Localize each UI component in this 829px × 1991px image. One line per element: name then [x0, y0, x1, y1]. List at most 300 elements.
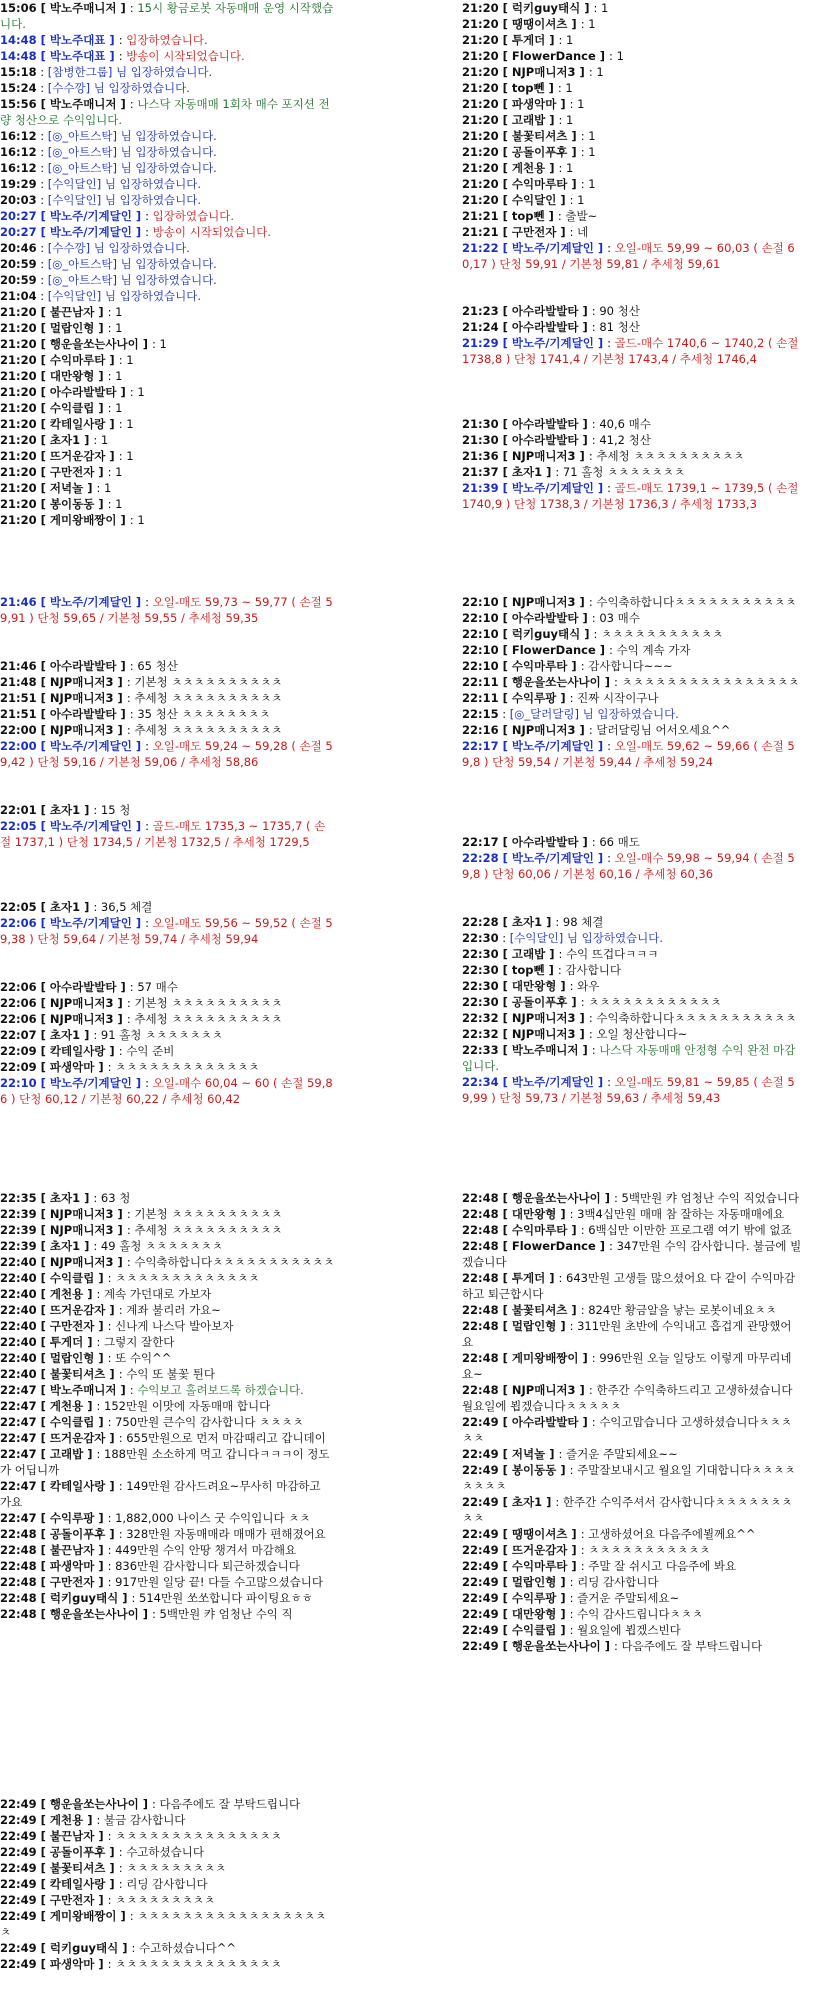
- message-time: 22:10: [462, 595, 499, 609]
- message-time: 22:34: [462, 1075, 499, 1089]
- message-text: 또 수익^^: [115, 1351, 172, 1365]
- message-time: 22:49: [0, 1893, 37, 1907]
- sender-name: top뻰: [511, 963, 545, 977]
- message-time: 20:46: [0, 241, 37, 255]
- message-text: 기본청 ㅊㅊㅊㅊㅊㅊㅊㅊㅊㅊ: [134, 996, 283, 1010]
- message-text: 추세청 ㅊㅊㅊㅊㅊㅊㅊㅊㅊㅊ: [134, 1012, 283, 1026]
- chat-line: 22:10 [ NJP매니저3 ] : 수익축하합니다ㅊㅊㅊㅊㅊㅊㅊㅊㅊㅊㅊ: [462, 595, 797, 609]
- chat-line: 22:05 [ 초자1 ] : 36,5 체결: [0, 900, 153, 914]
- message-text: 수익축하합니다ㅊㅊㅊㅊㅊㅊㅊㅊㅊㅊㅊ: [596, 1011, 797, 1025]
- sender-name: 구만전자: [49, 465, 95, 479]
- chat-line: 21:37 [ 초자1 ] : 71 홀청 ㅊㅊㅊㅊㅊㅊㅊ: [462, 465, 685, 479]
- message-time: 22:47: [0, 1399, 37, 1413]
- chat-block: [0, 979, 335, 1107]
- message-time: 22:33: [462, 1043, 499, 1057]
- sender-name: 대만왕형: [511, 1207, 557, 1221]
- sender-name: 아수라발발타: [511, 611, 579, 625]
- message-text: 917만원 일당 끝! 다들 수고많으셨습니다: [115, 1575, 323, 1589]
- sender-name: 구만전자: [49, 1893, 95, 1907]
- message-time: 22:07: [0, 1028, 37, 1042]
- sender-name: 수익마루타: [511, 1559, 568, 1573]
- sender-name: 투게더: [49, 1335, 84, 1349]
- message-text: 수익축하합니다ㅊㅊㅊㅊㅊㅊㅊㅊㅊㅊㅊ: [134, 1255, 335, 1269]
- message-text: ㅊㅊㅊㅊㅊㅊㅊㅊㅊㅊㅊㅊㅊ: [115, 1271, 260, 1285]
- message-time: 21:20: [0, 337, 37, 351]
- message-time: 22:40: [0, 1319, 37, 1333]
- message-text: 월요일에 뵙겠스빈다: [577, 1623, 681, 1637]
- chat-line: 22:47 [ 고래밥 ] : 188만원 소소하게 먹고 갑니다ㅋㅋㅋ이 정도가 어딥니까: [0, 1447, 330, 1477]
- message-text: 골드-매도 1735,3 ~ 1735,7 ( 손절 1737,1 ) 단청 1734,5 / 기본청 1732,5 / 추세청 1729,5: [0, 819, 326, 849]
- message-text: ㅊㅊㅊㅊㅊㅊㅊㅊㅊㅊㅊ: [588, 1543, 711, 1557]
- message-text: 1: [104, 481, 112, 495]
- chat-line: 22:47 [ 수익루팡 ] : 1,882,000 나이스 굿 수익입니다 ㅊㅊ: [0, 1511, 311, 1525]
- sender-name: 공돌이푸후: [511, 145, 568, 159]
- message-time: 22:48: [462, 1207, 499, 1221]
- sender-name: 칵테일사랑: [49, 1044, 106, 1058]
- chat-line: 22:49 [ 뜨거운감자 ] : ㅊㅊㅊㅊㅊㅊㅊㅊㅊㅊㅊ: [462, 1543, 711, 1557]
- message-text: 66 매도: [599, 835, 640, 849]
- message-time: 22:48: [0, 1575, 37, 1589]
- message-text: 40,6 매수: [599, 417, 651, 431]
- sender-name: NJP매니저3: [49, 1207, 114, 1221]
- message-text: 그렇지 잘한다: [104, 1335, 175, 1349]
- chat-line: 22:47 [ 수익클립 ] : 750만원 큰수익 감사합니다 ㅊㅊㅊㅊ: [0, 1415, 304, 1429]
- message-text: 514만원 쏘쏘합니다 파이팅요ㅎㅎ: [139, 1591, 313, 1605]
- message-text: 감사합니다: [565, 963, 621, 977]
- sender-name: 구만전자: [511, 225, 557, 239]
- chat-line: 22:49 [ 공돌이푸후 ] : 수고하셨습니다: [0, 1845, 204, 1859]
- chat-line: 22:49 [ 봉이동동 ] : 주말잘보내시고 월요일 기대합니다ㅊㅊㅊㅊㅊㅊㅊㅊ: [462, 1463, 796, 1493]
- chat-line: 21:20 [ 수익달인 ] : 1: [462, 193, 585, 207]
- message-time: 22:48: [462, 1351, 499, 1365]
- chat-line: 21:20 [ 저녁놀 ] : 1: [0, 481, 112, 495]
- message-text: 오일-매도 59,62 ~ 59,66 ( 손절 59,8 ) 단청 59,54 / 기본청 59,44 / 추세청 59,24: [462, 739, 795, 769]
- chat-line: 22:40 [ NJP매니저3 ] : 수익축하합니다ㅊㅊㅊㅊㅊㅊㅊㅊㅊㅊㅊ: [0, 1255, 335, 1269]
- message-time: 22:48: [462, 1239, 499, 1253]
- system-message: [◎_아트스탁] 님 입장하였습니다.: [47, 273, 217, 287]
- chat-line: 16:12 : [◎_아트스탁] 님 입장하였습니다.: [0, 145, 217, 159]
- chat-line: 22:40 [ 수익클립 ] : ㅊㅊㅊㅊㅊㅊㅊㅊㅊㅊㅊㅊㅊ: [0, 1271, 260, 1285]
- message-text: 1: [588, 177, 596, 191]
- chat-line: 20:59 : [◎_아트스탁] 님 입장하였습니다.: [0, 273, 217, 287]
- message-text: 1: [588, 129, 596, 143]
- sender-name: 박노주/기계달인: [511, 1075, 594, 1089]
- sender-name: 칵테일사랑: [49, 1877, 106, 1891]
- chat-line: 21:20 [ 공돌이푸후 ] : 1: [462, 145, 596, 159]
- message-time: 22:49: [0, 1861, 37, 1875]
- chat-line: 22:49 [ 게천용 ] : 불금 감사합니다: [0, 1813, 186, 1827]
- sender-name: NJP매니저3: [49, 691, 114, 705]
- message-time: 22:01: [0, 803, 37, 817]
- system-message: [수익달인] 님 입장하였습니다.: [47, 289, 202, 303]
- sender-name: NJP매니저3: [511, 1383, 576, 1397]
- sender-name: 뜨거운감자: [49, 449, 106, 463]
- sender-name: 게미왕배짱이: [49, 1909, 117, 1923]
- sender-name: 초자1: [511, 465, 543, 479]
- message-time: 21:20: [0, 369, 37, 383]
- chat-line: 22:49 [ 럭키guy태식 ] : 수고하셨습니다^^: [0, 1941, 237, 1955]
- message-time: 21:20: [462, 177, 499, 191]
- message-text: 한주간 수익주셔서 감사합니다ㅊㅊㅊㅊㅊㅊㅊㅊㅊ: [462, 1495, 793, 1525]
- sender-name: 박노주매니저: [511, 1043, 579, 1057]
- message-time: 22:48: [0, 1607, 37, 1621]
- message-time: 21:51: [0, 707, 37, 721]
- sender-name: NJP매니저3: [49, 996, 114, 1010]
- sender-name: top뻰: [511, 81, 545, 95]
- sender-name: 럭키guy태식: [511, 1, 581, 15]
- message-time: 22:09: [0, 1060, 37, 1074]
- chat-line: 22:39 [ 초자1 ] : 49 홀청 ㅊㅊㅊㅊㅊㅊㅊ: [0, 1239, 223, 1253]
- chat-line: 22:39 [ NJP매니저3 ] : 기본청 ㅊㅊㅊㅊㅊㅊㅊㅊㅊㅊ: [0, 1207, 283, 1221]
- chat-line: 21:20 [ FlowerDance ] : 1: [462, 49, 624, 63]
- sender-name: 공돌이푸후: [49, 1845, 106, 1859]
- message-text: 1: [159, 337, 167, 351]
- sender-name: NJP매니저3: [49, 1255, 114, 1269]
- system-message: [◎_아트스탁] 님 입장하였습니다.: [47, 129, 217, 143]
- chat-line: 22:47 [ 뜨거운감자 ] : 655만원으로 먼저 마감때리고 갑니데이: [0, 1431, 326, 1445]
- message-time: 22:40: [0, 1271, 37, 1285]
- chat-line: 22:49 [ 수익클립 ] : 월요일에 뵙겠스빈다: [462, 1623, 681, 1637]
- message-text: 36,5 체결: [100, 900, 153, 914]
- chat-line: 22:40 [ 게천용 ] : 계속 가던대로 가보자: [0, 1287, 212, 1301]
- sender-name: 대만왕형: [49, 369, 95, 383]
- sender-name: 박노주/기계달인: [511, 241, 594, 255]
- message-time: 22:48: [462, 1223, 499, 1237]
- chat-line: 22:06 [ 박노주/기계달인 ] : 오일-매도 59,56 ~ 59,52 ( 손절 59,38 ) 단청 59,64 / 기본청 59,74 / 추세청 59,94: [0, 916, 333, 946]
- chat-line: 22:48 [ 구만전자 ] : 917만원 일당 끝! 다들 수고많으셨습니다: [0, 1575, 323, 1589]
- sender-name: 파생악마: [49, 1957, 95, 1971]
- chat-line: 22:48 [ 멀랍인형 ] : 311만원 초반에 수익내고 흡겁게 관망했어요: [462, 1319, 792, 1349]
- sender-name: 파생악마: [511, 97, 557, 111]
- message-time: 21:30: [462, 417, 499, 431]
- message-text: 방송이 시작되었습니다.: [152, 225, 272, 239]
- message-text: 오일-매도 59,99 ~ 60,03 ( 손절 60,17 ) 단청 59,91 / 기본청 59,81 / 추세청 59,61: [462, 241, 795, 271]
- system-message: [◎_달러달링] 님 입장하였습니다.: [509, 707, 679, 721]
- message-text: 90 청산: [599, 304, 640, 318]
- sender-name: 럭키guy태식: [49, 1941, 119, 1955]
- chat-block: [0, 1796, 335, 1972]
- sender-name: 박노주/기계달인: [49, 209, 132, 223]
- message-time: 21:20: [0, 353, 37, 367]
- chat-line: 19:29 : [수익달인] 님 입장하였습니다.: [0, 177, 202, 191]
- sender-name: 아수라발발타: [511, 1415, 579, 1429]
- chat-line: 22:32 [ NJP매니저3 ] : 수익축하합니다ㅊㅊㅊㅊㅊㅊㅊㅊㅊㅊㅊ: [462, 1011, 797, 1025]
- chat-line: 22:40 [ 불꽃티셔츠 ] : 수익 또 불꽃 튄다: [0, 1367, 215, 1381]
- message-time: 16:12: [0, 129, 37, 143]
- chat-line: 22:10 [ FlowerDance ] : 수익 계속 가자: [462, 643, 691, 657]
- sender-name: 불끈남자: [49, 1829, 95, 1843]
- message-time: 21:22: [462, 241, 499, 255]
- message-time: 22:30: [462, 995, 499, 1009]
- message-time: 21:36: [462, 449, 499, 463]
- message-time: 22:49: [0, 1957, 37, 1971]
- message-time: 22:40: [0, 1303, 37, 1317]
- sender-name: 아수라발발타: [49, 980, 117, 994]
- chat-line: 20:59 : [◎_아트스탁] 님 입장하였습니다.: [0, 257, 217, 271]
- message-time: 22:00: [0, 723, 37, 737]
- message-text: 수익축하합니다ㅊㅊㅊㅊㅊㅊㅊㅊㅊㅊㅊ: [596, 595, 797, 609]
- chat-line: 21:20 [ 불끈남자 ] : 1: [0, 305, 123, 319]
- message-text: 1: [577, 193, 585, 207]
- message-time: 21:20: [462, 129, 499, 143]
- message-time: 21:20: [0, 513, 37, 527]
- chat-line: 22:00 [ 박노주/기계달인 ] : 오일-매도 59,24 ~ 59,28 ( 손절 59,42 ) 단청 59,16 / 기본청 59,06 / 추세청 58,86: [0, 739, 333, 769]
- message-text: 수익 계속 가자: [616, 643, 691, 657]
- message-text: 계속 가던대로 가보자: [104, 1287, 212, 1301]
- message-time: 22:39: [0, 1239, 37, 1253]
- message-text: 다음주에도 잘 부탁드립니다: [159, 1797, 301, 1811]
- message-time: 22:49: [462, 1607, 499, 1621]
- message-text: 1: [566, 161, 574, 175]
- sender-name: 불꽃티셔츠: [49, 1367, 106, 1381]
- sender-name: 초자1: [49, 900, 81, 914]
- message-text: 1,882,000 나이스 굿 수익입니다 ㅊㅊ: [115, 1511, 311, 1525]
- sender-name: 불꽃티셔츠: [49, 1861, 106, 1875]
- chat-line: 22:10 [ 럭키guy태식 ] : ㅊㅊㅊㅊㅊㅊㅊㅊㅊㅊㅊ: [462, 627, 724, 641]
- message-time: 22:49: [462, 1495, 499, 1509]
- chat-line: 22:40 [ 멀랍인형 ] : 또 수익^^: [0, 1351, 172, 1365]
- chat-line: 14:48 [ 박노주대표 ] : 방송이 시작되었습니다.: [0, 49, 245, 63]
- sender-name: 대만왕형: [511, 979, 557, 993]
- message-time: 22:49: [0, 1909, 37, 1923]
- chat-line: 22:49 [ 불꽃티셔츠 ] : ㅊㅊㅊㅊㅊㅊㅊㅊㅊ: [0, 1861, 227, 1875]
- system-message: [◎_아트스탁] 님 입장하였습니다.: [47, 145, 217, 159]
- sender-name: 럭키guy태식: [511, 627, 581, 641]
- chat-line: 22:05 [ 박노주/기계달인 ] : 골드-매도 1735,3 ~ 1735,7 ( 손절 1737,1 ) 단청 1734,5 / 기본청 1732,5 / 추세청 1729,5: [0, 819, 326, 849]
- message-text: 진짜 시작이구나: [577, 691, 659, 705]
- chat-block: [0, 658, 335, 770]
- message-time: 22:49: [0, 1845, 37, 1859]
- chat-line: 22:10 [ 박노주/기계달인 ] : 오일-매수 60,04 ~ 60 ( 손절 59,86 ) 단청 60,12 / 기본청 60,22 / 추세청 60,42: [0, 1076, 333, 1106]
- chat-line: 22:48 [ FlowerDance ] : 347만원 수익 감사합니다. 불금에 빌겠습니다: [462, 1239, 802, 1269]
- chat-line: 22:49 [ 파생악마 ] : ㅊㅊㅊㅊㅊㅊㅊㅊㅊㅊㅊㅊㅊㅊㅊ: [0, 1957, 282, 1971]
- chat-line: 21:21 [ 구만전자 ] : 네: [462, 225, 589, 239]
- sender-name: 박노주/기계달인: [511, 739, 594, 753]
- chat-line: 22:49 [ 게미왕배짱이 ] : ㅊㅊㅊㅊㅊㅊㅊㅊㅊㅊㅊㅊㅊㅊㅊㅊㅊㅊ: [0, 1909, 327, 1939]
- message-time: 20:27: [0, 225, 37, 239]
- message-text: 750만원 큰수익 감사합니다 ㅊㅊㅊㅊ: [115, 1415, 304, 1429]
- sender-name: 초자1: [49, 1191, 81, 1205]
- message-time: 21:20: [462, 193, 499, 207]
- sender-name: 멀랍인형: [511, 1575, 557, 1589]
- sender-name: FlowerDance: [511, 1239, 596, 1253]
- message-time: 22:49: [0, 1813, 37, 1827]
- message-text: 리딩 감사합니다: [577, 1575, 659, 1589]
- sender-name: NJP매니저3: [49, 675, 114, 689]
- chat-block: [0, 899, 335, 947]
- chat-line: 22:49 [ 초자1 ] : 한주간 수익주셔서 감사합니다ㅊㅊㅊㅊㅊㅊㅊㅊㅊ: [462, 1495, 793, 1525]
- message-time: 21:29: [462, 336, 499, 350]
- message-text: 149만원 감사드려요~무사히 마감하고 가요: [0, 1479, 321, 1509]
- chat-line: 21:20 [ 멀랍인형 ] : 1: [0, 321, 123, 335]
- message-text: 15시 황금로봇 자동매매 운영 시작했습니다.: [0, 1, 334, 31]
- message-text: ㅊㅊㅊㅊㅊㅊㅊㅊㅊㅊㅊㅊㅊㅊㅊㅊㅊㅊ: [0, 1909, 327, 1939]
- sender-name: 아수라발발타: [511, 320, 579, 334]
- sender-name: NJP매니저3: [511, 449, 576, 463]
- sender-name: FlowerDance: [511, 643, 596, 657]
- message-time: 22:49: [462, 1463, 499, 1477]
- message-text: 6백십만 이만한 프로그램 여기 밖에 없죠: [588, 1223, 792, 1237]
- message-text: 기본청 ㅊㅊㅊㅊㅊㅊㅊㅊㅊㅊ: [134, 675, 283, 689]
- sender-name: 수익루팡: [511, 1591, 557, 1605]
- chat-line: 22:00 [ NJP매니저3 ] : 추세청 ㅊㅊㅊㅊㅊㅊㅊㅊㅊㅊ: [0, 723, 283, 737]
- sender-name: 초자1: [511, 1495, 543, 1509]
- message-time: 21:20: [0, 321, 37, 335]
- message-time: 21:39: [462, 481, 499, 495]
- sender-name: 행운을쏘는사나이: [49, 1797, 139, 1811]
- chat-line: 22:49 [ 행운을쏘는사나이 ] : 다음주에도 잘 부탁드립니다: [0, 1797, 301, 1811]
- message-time: 21:04: [0, 289, 37, 303]
- chat-line: 20:03 : [수익달인] 님 입장하였습니다.: [0, 193, 202, 207]
- chat-line: 21:20 [ NJP매니저3 ] : 1: [462, 65, 604, 79]
- message-time: 22:49: [462, 1575, 499, 1589]
- chat-line: 21:23 [ 아수라발발타 ] : 90 청산: [462, 304, 640, 318]
- sender-name: 저녁놀: [511, 1447, 546, 1461]
- message-time: 20:59: [0, 257, 37, 271]
- message-time: 21:21: [462, 225, 499, 239]
- chat-line: 21:22 [ 박노주/기계달인 ] : 오일-매도 59,99 ~ 60,03 ( 손절 60,17 ) 단청 59,91 / 기본청 59,81 / 추세청 59,61: [462, 241, 795, 271]
- chat-line: 22:49 [ 불끈남자 ] : ㅊㅊㅊㅊㅊㅊㅊㅊㅊㅊㅊㅊㅊㅊㅊ: [0, 1829, 282, 1843]
- chat-line: 21:46 [ 아수라발발타 ] : 65 청산: [0, 659, 178, 673]
- message-text: 와우: [577, 979, 600, 993]
- sender-name: 박노주매니저: [49, 1383, 117, 1397]
- message-time: 22:49: [462, 1543, 499, 1557]
- sender-name: 행운을쏘는사나이: [511, 1191, 601, 1205]
- message-time: 22:49: [462, 1639, 499, 1653]
- sender-name: 수익클립: [49, 1415, 95, 1429]
- chat-line: 22:15 : [◎_달러달링] 님 입장하였습니다.: [462, 707, 679, 721]
- message-text: 824만 황금알을 낳는 로봇이네요ㅊㅊ: [588, 1303, 777, 1317]
- chat-line: 22:47 [ 박노주매니저 ] : 수익보고 홀려보드록 하겠습니다.: [0, 1383, 304, 1397]
- message-text: 수익 준비: [126, 1044, 175, 1058]
- sender-name: 봉이동동: [49, 497, 95, 511]
- sender-name: NJP매니저3: [511, 65, 576, 79]
- chat-line: 15:56 [ 박노주매니저 ] : 나스닥 자동매매 1회차 매수 포지션 전량 청산으로 수익입니다.: [0, 97, 330, 127]
- sender-name: 박노주/기계달인: [49, 739, 132, 753]
- message-text: 65 청산: [137, 659, 178, 673]
- message-text: 311만원 초반에 수익내고 흡겁게 관망했어요: [462, 1319, 792, 1349]
- message-time: 15:24: [0, 81, 37, 95]
- sender-name: 대만왕형: [511, 1607, 557, 1621]
- sender-name: 수익루팡: [511, 691, 557, 705]
- system-message: [수수깡] 님 입장하였습니다.: [47, 241, 190, 255]
- chat-line: 22:28 [ 박노주/기계달인 ] : 오일-매수 59,98 ~ 59,94 ( 손절 59,8 ) 단청 60,06 / 기본청 60,16 / 추세청 60,36: [462, 851, 795, 881]
- chat-block: [462, 0, 802, 272]
- message-time: 21:20: [0, 305, 37, 319]
- chat-line: 21:20 [ 게미왕배짱이 ] : 1: [0, 513, 145, 527]
- sender-name: 박노주매니저: [49, 1, 117, 15]
- message-time: 21:20: [462, 145, 499, 159]
- message-text: 1: [596, 65, 604, 79]
- chat-line: 21:04 : [수익달인] 님 입장하였습니다.: [0, 289, 202, 303]
- sender-name: 박노주/기계달인: [49, 595, 132, 609]
- message-text: 328만원 자동매매라 매매가 편해졌어요: [126, 1527, 326, 1541]
- chat-line: 22:33 [ 박노주매니저 ] : 나스닥 자동매매 안정형 수익 완전 마감입니다.: [462, 1043, 796, 1073]
- message-time: 15:06: [0, 1, 37, 15]
- chat-line: 22:48 [ 행운을쏘는사나이 ] : 5백만원 캬 엄청난 수익 직: [0, 1607, 293, 1621]
- message-text: 오일-매도 59,56 ~ 59,52 ( 손절 59,38 ) 단청 59,64 / 기본청 59,74 / 추세청 59,94: [0, 916, 333, 946]
- message-text: 1: [565, 81, 573, 95]
- sender-name: 행운을쏘는사나이: [49, 337, 139, 351]
- chat-line: 22:17 [ 아수라발발타 ] : 66 매도: [462, 835, 640, 849]
- chat-line: 22:48 [ 수익마루타 ] : 6백십만 이만한 프로그램 여기 밖에 없죠: [462, 1223, 792, 1237]
- message-text: ㅊㅊㅊㅊㅊㅊㅊㅊㅊㅊㅊㅊㅊㅊㅊ: [115, 1829, 282, 1843]
- chat-line: 22:48 [ 게미왕배짱이 ] : 996만원 오늘 일당도 이렇게 마무리네요~: [462, 1351, 792, 1381]
- message-text: 1: [126, 417, 134, 431]
- message-time: 22:39: [0, 1223, 37, 1237]
- sender-name: 아수라발발타: [511, 304, 579, 318]
- message-text: 41,2 청산: [599, 433, 651, 447]
- message-text: 1: [126, 449, 134, 463]
- sender-name: 박노주매니저: [49, 97, 117, 111]
- message-text: 836만원 감사합니다 퇴근하겠습니다: [115, 1559, 300, 1573]
- chat-line: 22:48 [ 럭키guy태식 ] : 514만원 쏘쏘합니다 파이팅요ㅎㅎ: [0, 1591, 313, 1605]
- message-text: 91 홀청 ㅊㅊㅊㅊㅊㅊㅊ: [100, 1028, 223, 1042]
- sender-name: 박노주/기계달인: [49, 916, 132, 930]
- sender-name: 박노주/기계달인: [511, 336, 594, 350]
- message-text: 188만원 소소하게 먹고 갑니다ㅋㅋㅋ이 정도가 어딥니까: [0, 1447, 330, 1477]
- chat-line: 21:20 [ 파생악마 ] : 1: [462, 97, 585, 111]
- message-text: 1: [115, 465, 123, 479]
- sender-name: 박노주/기계달인: [511, 481, 594, 495]
- message-text: ㅊㅊㅊㅊㅊㅊㅊㅊㅊㅊㅊㅊㅊㅊㅊ: [115, 1957, 282, 1971]
- message-time: 22:40: [0, 1287, 37, 1301]
- chat-line: 22:40 [ 투게더 ] : 그렇지 잘한다: [0, 1335, 175, 1349]
- chat-line: 22:35 [ 초자1 ] : 63 청: [0, 1191, 131, 1205]
- chat-line: 21:20 [ 수익마루타 ] : 1: [462, 177, 596, 191]
- message-time: 21:20: [462, 65, 499, 79]
- message-text: 오일-매도 59,73 ~ 59,77 ( 손절 59,91 ) 단청 59,65 / 기본청 59,55 / 추세청 59,35: [0, 595, 333, 625]
- chat-line: 21:20 [ 불꽃티셔츠 ] : 1: [462, 129, 596, 143]
- sender-name: 투게더: [511, 33, 546, 47]
- chat-block: [0, 594, 335, 626]
- chat-line: 22:49 [ 수익마루타 ] : 주말 잘 쉬시고 다음주에 봐요: [462, 1559, 737, 1573]
- message-time: 14:48: [0, 49, 37, 63]
- chat-line: 21:20 [ 수익마루타 ] : 1: [0, 353, 134, 367]
- message-time: 16:12: [0, 145, 37, 159]
- chat-line: 21:20 [ 투게더 ] : 1: [462, 33, 574, 47]
- message-time: 22:09: [0, 1044, 37, 1058]
- chat-line: 22:17 [ 박노주/기계달인 ] : 오일-매도 59,62 ~ 59,66 ( 손절 59,8 ) 단청 59,54 / 기본청 59,44 / 추세청 59,24: [462, 739, 795, 769]
- message-time: 22:47: [0, 1479, 37, 1493]
- message-time: 22:32: [462, 1027, 499, 1041]
- message-time: 21:30: [462, 433, 499, 447]
- chat-line: 22:10 [ 아수라발발타 ] : 03 매수: [462, 611, 640, 625]
- system-message: [◎_아트스탁] 님 입장하였습니다.: [47, 257, 217, 271]
- chat-line: 22:48 [ 투게더 ] : 643만원 고생들 많으셨어요 다 같이 수익마감 하고 퇴근합시다: [462, 1271, 796, 1301]
- message-text: 수고하셨습니다: [126, 1845, 204, 1859]
- message-text: 오일-매도 59,24 ~ 59,28 ( 손절 59,42 ) 단청 59,16 / 기본청 59,06 / 추세청 58,86: [0, 739, 333, 769]
- message-text: 방송이 시작되었습니다.: [126, 49, 245, 63]
- message-text: 출발~: [565, 209, 598, 223]
- message-time: 21:20: [462, 49, 499, 63]
- message-text: 1: [566, 33, 574, 47]
- message-text: 오일 청산합니다~: [596, 1027, 688, 1041]
- message-time: 19:29: [0, 177, 37, 191]
- chat-line: 21:36 [ NJP매니저3 ] : 추세청 ㅊㅊㅊㅊㅊㅊㅊㅊㅊㅊ: [462, 449, 745, 463]
- chat-line: 22:48 [ 불끈남자 ] : 449만원 수익 안땅 챙겨서 마감해요: [0, 1543, 297, 1557]
- message-time: 22:17: [462, 835, 499, 849]
- chat-line: 14:48 [ 박노주대표 ] : 입장하였습니다.: [0, 33, 208, 47]
- chat-line: 21:39 [ 박노주/기계달인 ] : 골드-매도 1739,1 ~ 1739,5 ( 손절 1740,9 ) 단청 1738,3 / 기본청 1736,3 / 추세청 1733,3: [462, 481, 799, 511]
- message-text: 오일-매수 60,04 ~ 60 ( 손절 59,86 ) 단청 60,12 / 기본청 60,22 / 추세청 60,42: [0, 1076, 333, 1106]
- message-time: 20:03: [0, 193, 37, 207]
- message-time: 21:20: [462, 1, 499, 15]
- sender-name: 수익클립: [511, 1623, 557, 1637]
- message-text: 한주간 수익축하드리고 고생하셨습니다 월요일에 뵙겠습니다ㅊㅊㅊㅊㅊ: [462, 1383, 793, 1413]
- chat-line: 21:20 [ 초자1 ] : 1: [0, 433, 109, 447]
- sender-name: 공돌이푸후: [511, 995, 568, 1009]
